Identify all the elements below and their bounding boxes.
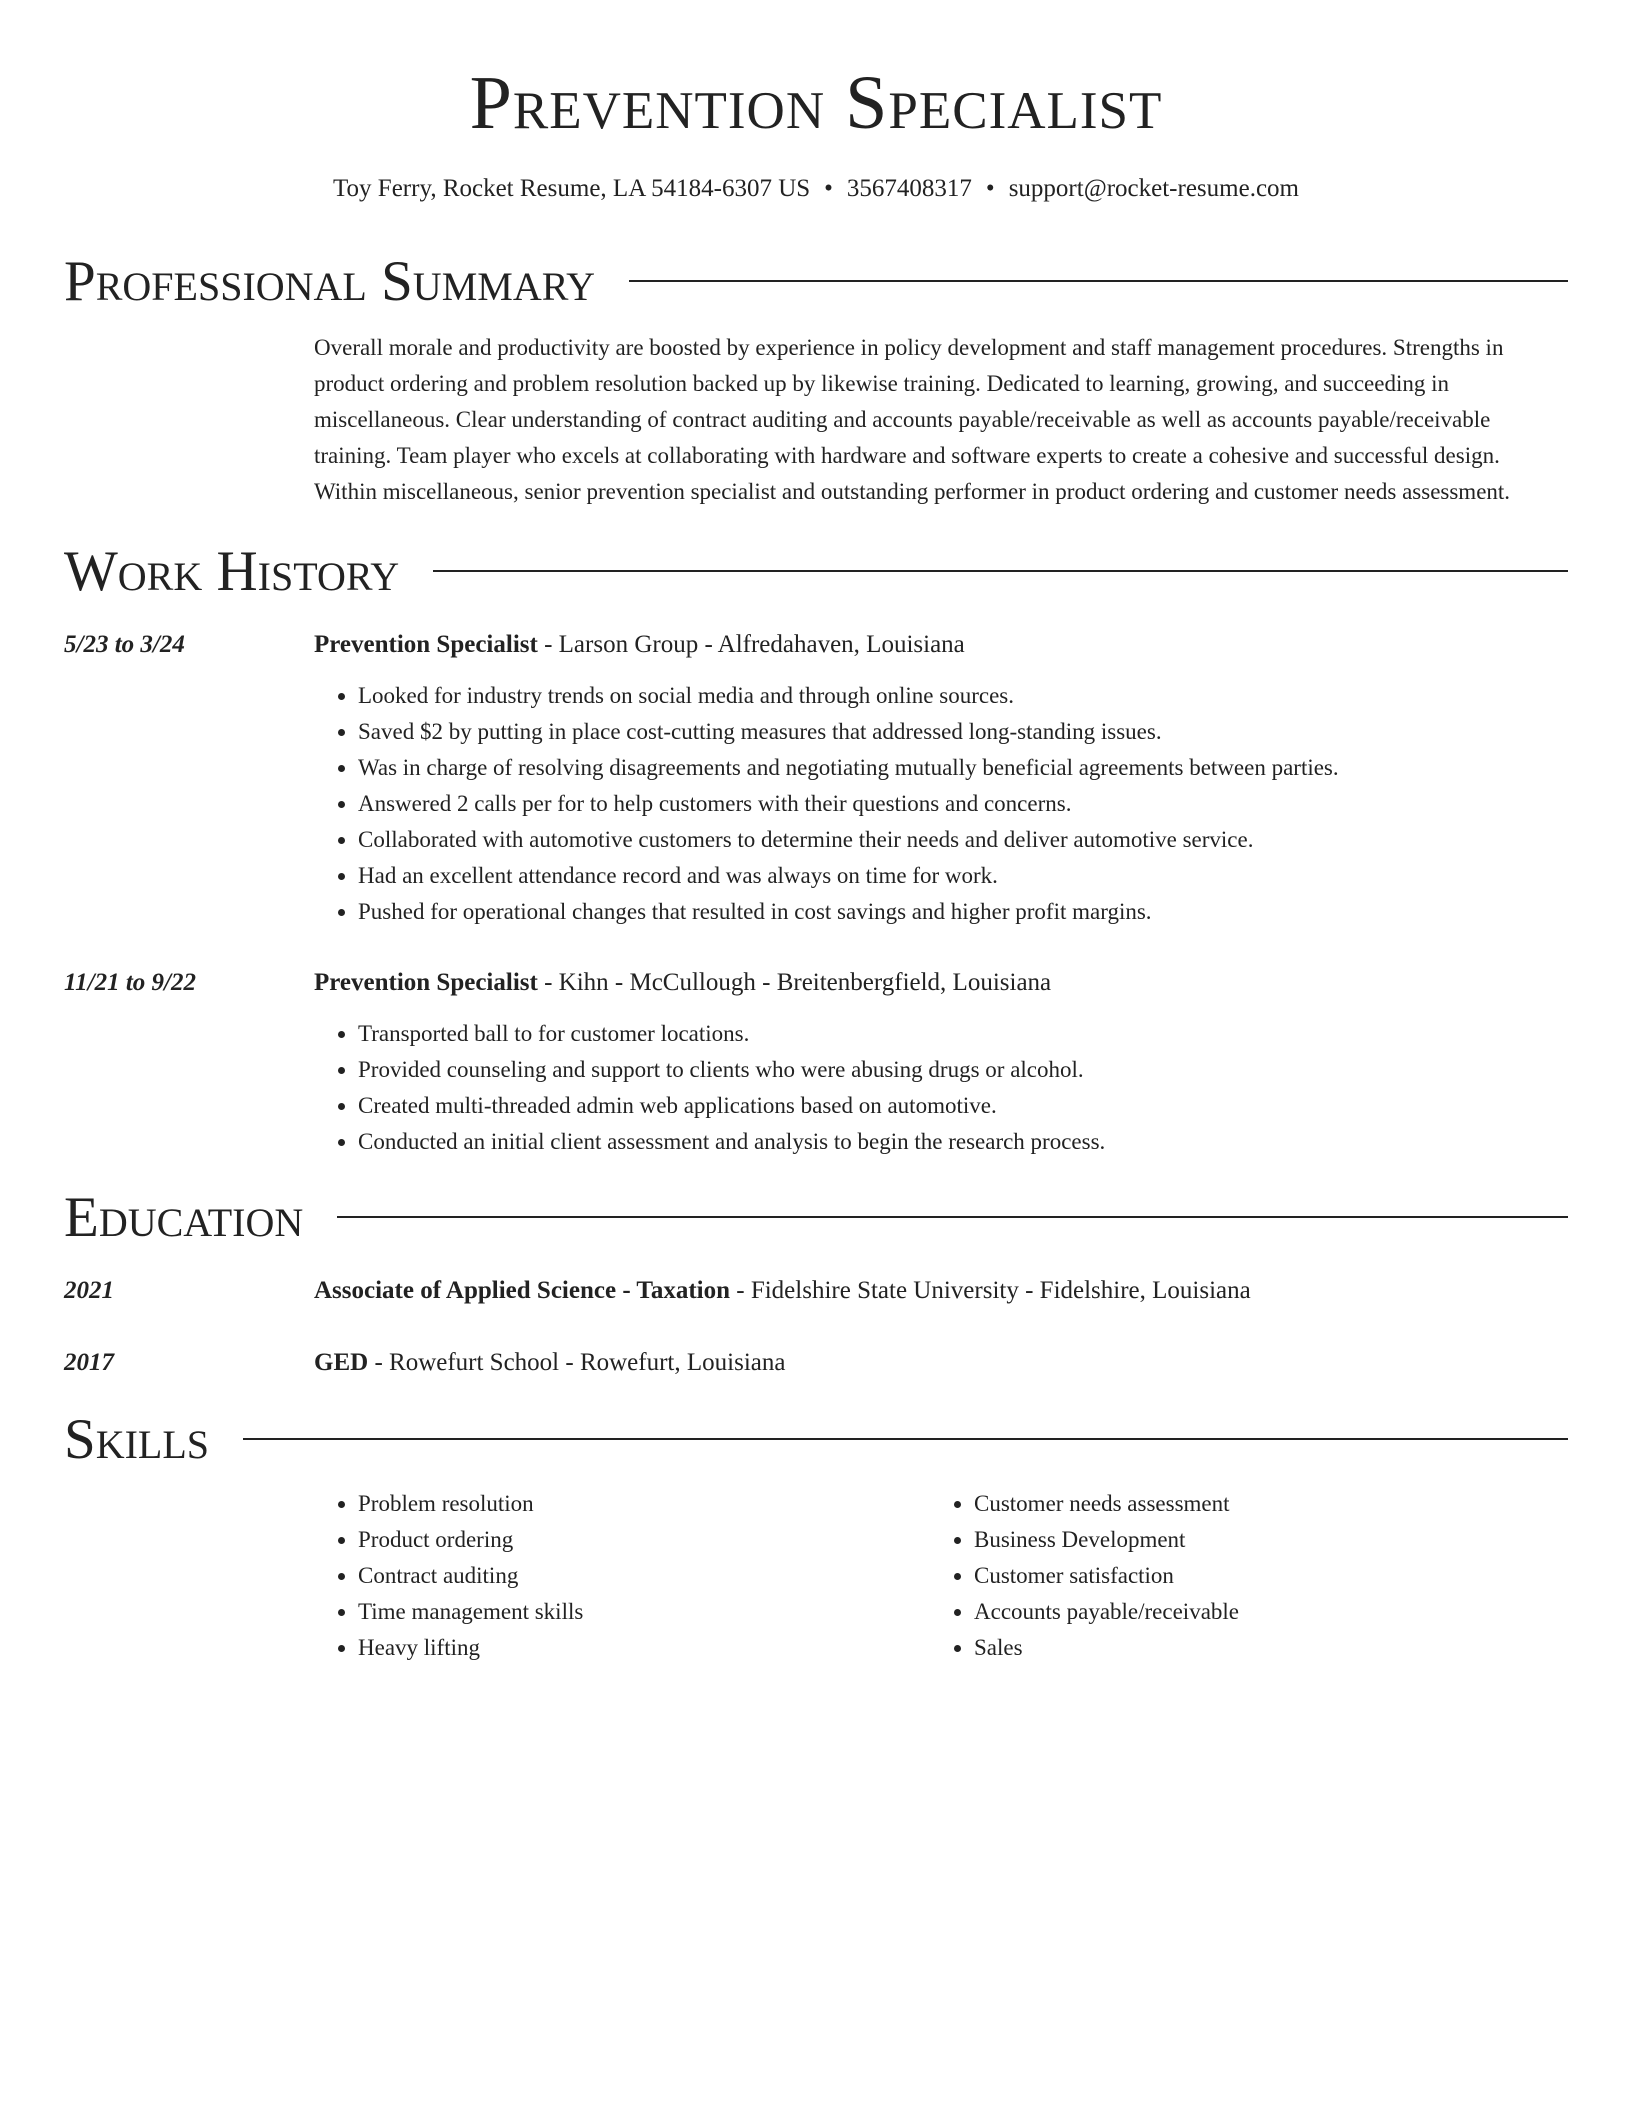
education-heading-line: [314, 1346, 785, 1380]
list-item: • Transported ball to for customer locations.: [358, 1016, 1568, 1052]
list-item: • Collaborated with automotive customers to determine their needs and deliver automotive service.: [358, 822, 1568, 858]
section-divider: [243, 1438, 1568, 1440]
education-degree: Associate of Applied Science - Taxation: [314, 1277, 730, 1304]
skill-item: • Problem resolution: [358, 1486, 930, 1522]
list-item: • Created multi-threaded admin web applications based on automotive.: [358, 1088, 1568, 1124]
job-title: Prevention Specialist: [314, 631, 538, 658]
skills-column-right: [930, 1486, 1546, 1666]
skill-item: • Heavy lifting: [358, 1630, 930, 1666]
job-entry: [64, 966, 1568, 1000]
education-year: 2017: [64, 1349, 114, 1376]
summary-text: Overall morale and productivity are boosted by experience in policy development and staff management procedures. Strengths in product ordering and problem resolution backed up by likewise training. Dedicated to learning, growing, and succeeding in miscellaneous. Clear understanding of contract auditing and accounts payable/receivable as well as accounts payable/receivable training. Team player who excels at collaborating with hardware and software experts to create a cohesive and successful design. Within miscellaneous, senior prevention specialist and outstanding performer in product ordering and customer needs assessment.: [314, 335, 1511, 504]
list-item: • Looked for industry trends on social media and through online sources.: [358, 678, 1568, 714]
education-details: - Fidelshire State University - Fidelshire, Louisiana: [730, 1277, 1251, 1304]
summary-heading: [64, 250, 1568, 314]
job-heading: [314, 966, 1051, 1000]
skills-column-left: [314, 1486, 930, 1666]
list-item: • Conducted an initial client assessment and analysis to begin the research process.: [358, 1124, 1568, 1160]
contact-address: Toy Ferry, Rocket Resume, LA 54184-6307 US: [333, 175, 811, 202]
education-heading: [64, 1186, 1568, 1250]
list-item: • Had an excellent attendance record and was always on time for work.: [358, 858, 1568, 894]
skill-item: • Business Development: [974, 1522, 1546, 1558]
skills-heading: [64, 1408, 1568, 1472]
list-item: • Saved $2 by putting in place cost-cutting measures that addressed long-standing issues.: [358, 714, 1568, 750]
contact-phone: 3567408317: [846, 175, 972, 202]
list-item: • Pushed for operational changes that resulted in cost savings and higher profit margins.: [358, 894, 1568, 930]
job-details: - Larson Group - Alfredahaven, Louisiana: [537, 631, 965, 658]
summary-heading-text: Professional Summary: [64, 250, 596, 313]
job-title: Prevention Specialist: [314, 969, 538, 996]
skill-item: • Sales: [974, 1630, 1546, 1666]
list-item: • Provided counseling and support to clients who were abusing drugs or alcohol.: [358, 1052, 1568, 1088]
skill-item: • Contract auditing: [358, 1558, 930, 1594]
skills-heading-text: Skills: [64, 1408, 210, 1471]
section-divider: [337, 1216, 1568, 1218]
skill-item: • Time management skills: [358, 1594, 930, 1630]
work-heading: [64, 540, 1568, 604]
skills-list: [314, 1486, 1568, 1666]
section-divider: [629, 280, 1568, 282]
job-dates: 5/23 to 3/24: [64, 631, 185, 658]
education-entry: [64, 1346, 1568, 1380]
section-divider: [433, 570, 1568, 572]
resume-name: Prevention Specialist: [469, 61, 1163, 145]
skill-item: • Product ordering: [358, 1522, 930, 1558]
education-details: - Rowefurt School - Rowefurt, Louisiana: [368, 1349, 786, 1376]
skill-item: • Accounts payable/receivable: [974, 1594, 1546, 1630]
job-bullets: [314, 678, 1568, 930]
work-heading-text: Work History: [64, 540, 400, 603]
education-year: 2021: [64, 1277, 114, 1304]
skill-item: • Customer needs assessment: [974, 1486, 1546, 1522]
education-heading-line: [314, 1274, 1251, 1308]
education-heading-text: Education: [64, 1186, 304, 1249]
education-degree: GED: [314, 1349, 369, 1376]
skill-item: • Customer satisfaction: [974, 1558, 1546, 1594]
job-bullets: [314, 1016, 1568, 1160]
contact-email: support@rocket-resume.com: [1008, 175, 1299, 202]
resume-page: [64, 0, 1568, 1666]
list-item: • Answered 2 calls per for to help customers with their questions and concerns.: [358, 786, 1568, 822]
contact-line: [64, 172, 1568, 206]
job-heading: [314, 628, 965, 662]
education-entry: [64, 1274, 1568, 1308]
job-details: - Kihn - McCullough - Breitenbergfield, Louisiana: [537, 969, 1052, 996]
list-item: • Was in charge of resolving disagreements and negotiating mutually beneficial agreements between parties.: [358, 750, 1568, 786]
contact-separator: •: [985, 175, 995, 202]
contact-separator: •: [824, 175, 833, 202]
job-dates: 11/21 to 9/22: [64, 969, 196, 996]
job-entry: [64, 628, 1568, 662]
